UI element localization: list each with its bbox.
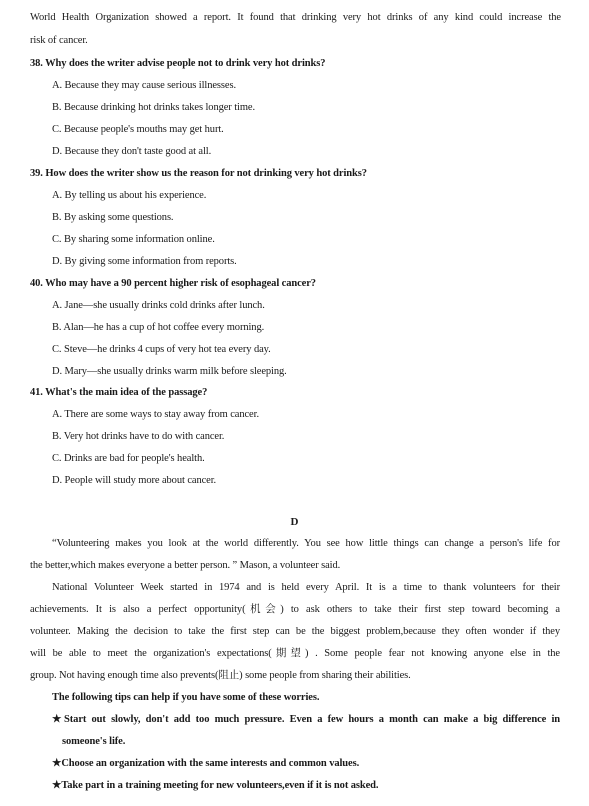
tips-intro: The following tips can help if you have some of these worries. xyxy=(52,692,320,703)
passage-p2-line-2: achievements. It is also a perfect opportunity(机会) to ask others to take their first step toward becoming a xyxy=(30,604,560,615)
q39-option-b[interactable]: B. By asking some questions. xyxy=(52,212,174,223)
question-39-stem: 39. How does the writer show us the reason for not drinking very hot drinks? xyxy=(30,168,367,179)
q40-option-d[interactable]: D. Mary—she usually drinks warm milk before sleeping. xyxy=(52,366,287,377)
intro-line-1: World Health Organization showed a report. It found that drinking very hot drinks of any kind could increase the xyxy=(30,12,561,23)
question-41-stem: 41. What's the main idea of the passage? xyxy=(30,387,208,398)
q41-option-c[interactable]: C. Drinks are bad for people's health. xyxy=(52,453,205,464)
q38-option-d[interactable]: D. Because they don't taste good at all. xyxy=(52,146,212,157)
q38-option-b[interactable]: B. Because drinking hot drinks takes longer time. xyxy=(52,102,256,113)
q41-option-b[interactable]: B. Very hot drinks have to do with cancer. xyxy=(52,431,225,442)
intro-line-2: risk of cancer. xyxy=(30,35,88,46)
passage-p2-line-5: group. Not having enough time also prevents(阻止) some people from sharing their abilities. xyxy=(30,670,411,681)
q38-option-a[interactable]: A. Because they may cause serious illnesses. xyxy=(52,80,236,91)
q40-option-a[interactable]: A. Jane—she usually drinks cold drinks after lunch. xyxy=(52,300,265,311)
question-38-stem: 38. Why does the writer advise people not to drink very hot drinks? xyxy=(30,58,326,69)
q39-option-d[interactable]: D. By giving some information from reports. xyxy=(52,256,237,267)
q41-option-a[interactable]: A. There are some ways to stay away from cancer. xyxy=(52,409,259,420)
q40-option-b[interactable]: B. Alan—he has a cup of hot coffee every morning. xyxy=(52,322,265,333)
q40-option-c[interactable]: C. Steve—he drinks 4 cups of very hot tea every day. xyxy=(52,344,271,355)
passage-p2-line-1: National Volunteer Week started in 1974 and is held every April. It is a time to thank volunteers for their xyxy=(52,582,560,593)
passage-p2-line-3: volunteer. Making the decision to take the first step can be the biggest problem,because they often wonder if they xyxy=(30,626,560,637)
q41-option-d[interactable]: D. People will study more about cancer. xyxy=(52,475,217,486)
passage-p1-line-2: the better,which makes everyone a better person. ” Mason, a volunteer said. xyxy=(30,560,341,571)
tip-1-line-1: ★Start out slowly, don't add too much pressure. Even a few hours a month can make a big difference in xyxy=(52,714,560,725)
passage-p2-line-4: will be able to meet the organization's expectations(期望) . Some people fear not knowing anyone else in the xyxy=(30,648,560,659)
tip-2: ★Choose an organization with the same interests and common values. xyxy=(52,758,360,769)
tip-3: ★Take part in a training meeting for new volunteers,even if it is not asked. xyxy=(52,780,379,791)
tip-1-line-2: someone's life. xyxy=(62,736,126,747)
passage-p1-line-1: “Volunteering makes you look at the world differently. You see how little things can change a person's life for xyxy=(52,538,560,549)
question-40-stem: 40. Who may have a 90 percent higher risk of esophageal cancer? xyxy=(30,278,316,289)
q39-option-a[interactable]: A. By telling us about his experience. xyxy=(52,190,207,201)
q38-option-c[interactable]: C. Because people's mouths may get hurt. xyxy=(52,124,224,135)
section-heading: D xyxy=(290,516,299,528)
q39-option-c[interactable]: C. By sharing some information online. xyxy=(52,234,215,245)
